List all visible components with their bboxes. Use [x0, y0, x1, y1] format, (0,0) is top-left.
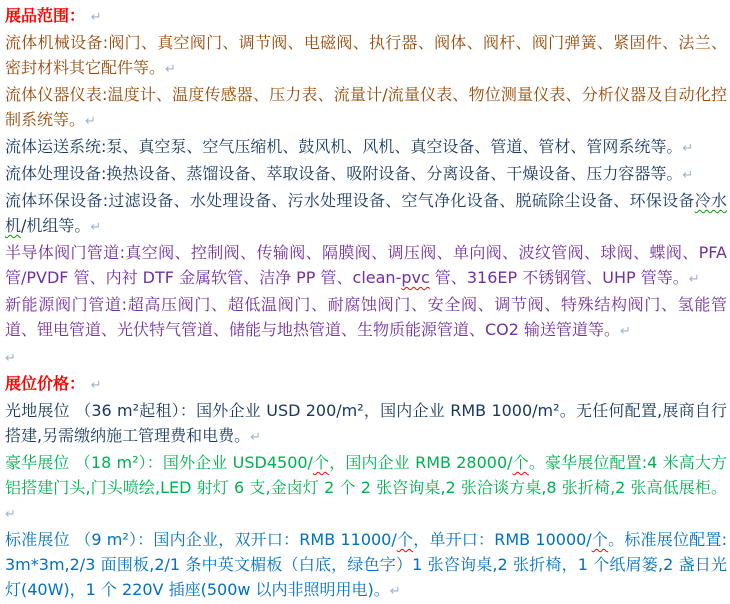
paragraph-fluid-machinery	[5, 30, 727, 82]
text-run: ，国内企业 RMB 28000/	[329, 453, 513, 472]
paragraph-deluxe-booth	[5, 450, 727, 527]
text-run: 新能源阀门管道:超高压阀门、超低温阀门、耐腐蚀阀门、安全阀、调节阀、特殊结构阀门、氢能管道、锂电管道、光伏特气管道、储能与地热管道、生物质能源管道、CO2 输送管道等。	[5, 295, 727, 339]
paragraph-mark-icon: ↵	[620, 324, 631, 339]
paragraph-mark-icon: ↵	[5, 507, 16, 522]
heading-text: 展位价格：	[5, 374, 86, 393]
text-run: 流体处理设备:换热设备、蒸馏设备、萃取设备、吸附设备、分离设备、干燥设备、压力容器等。	[5, 164, 683, 183]
text-run: 管、316EP 不锈钢管、UHP 管等。	[429, 268, 689, 287]
paragraph-mark-icon: ↵	[5, 351, 16, 366]
paragraph-mark-icon: ↵	[165, 62, 176, 77]
paragraph-mark-icon: ↵	[688, 272, 700, 287]
empty-paragraph	[5, 344, 727, 371]
paragraph-semiconductor-valves	[5, 240, 727, 292]
paragraph-mark-icon: ↵	[90, 378, 102, 393]
paragraph-mark-icon: ↵	[85, 114, 96, 129]
text-run: /机组等。	[21, 216, 91, 235]
text-run: ，单开口：RMB 10000/	[413, 530, 592, 549]
paragraph-standard-booth	[5, 527, 727, 604]
paragraph-fluid-transport	[5, 134, 727, 161]
paragraph-mark-icon: ↵	[389, 584, 401, 599]
heading-text: 展品范围：	[5, 6, 86, 25]
spellcheck-flagged-text: 个	[512, 453, 529, 472]
spellcheck-flagged-text: 个	[312, 453, 330, 472]
text-run: 豪华展位 （18 m²）：国外企业 USD4500/	[5, 453, 313, 472]
text-run: 。标准展位配置:3m*3m,2/3 面围板,2/1 条中英文楣板（白底，绿色字）1 张咨询桌,2 张折椅，1 个纸屑篓,2 盏日光灯(40W)，1 个 220V 插座(500w 以内非照明用电)。	[5, 530, 727, 599]
text-run: 流体仪器仪表:温度计、温度传感器、压力表、流量计/流量仪表、物位测量仪表、分析仪器及自动化控制系统等。	[5, 85, 727, 129]
text-run: 半导体阀门管道:真空阀、控制阀、传输阀、隔膜阀、调压阀、单向阀、波纹管阀、球阀、蝶阀、PFA管/PVDF 管、内衬 DTF 金属软管、洁净 PP 管、clean-	[5, 243, 727, 287]
spellcheck-flagged-text: 个	[396, 530, 414, 549]
text-run: 流体环保设备:过滤设备、水处理设备、污水处理设备、空气净化设备、脱硫除尘设备、环保设备	[5, 191, 695, 210]
paragraph-new-energy-valves	[5, 292, 727, 344]
spellcheck-flagged-text: 个	[591, 530, 609, 549]
text-run: 流体机械设备:阀门、真空阀门、调节阀、电磁阀、执行器、阀体、阀杆、阀门弹簧、紧固件、法兰、密封材料其它配件等。	[5, 33, 727, 77]
text-run: 流体运送系统:泵、真空泵、空气压缩机、鼓风机、风机、真空设备、管道、管材、管网系统等。	[5, 137, 683, 156]
paragraph-fluid-environmental	[5, 188, 727, 240]
text-run: 。豪华展位配置:4 米高大方铝搭建门头,门头喷绘,LED 射灯 6 支,金卤灯 2 个 2 张咨询桌,2 张洽谈方桌,8 张折椅,2 张高低展柜。	[5, 453, 727, 497]
spellcheck-flagged-text: pvc	[401, 268, 430, 287]
paragraph-fluid-processing	[5, 161, 727, 188]
text-run: 光地展位 （36 m²起租）：国外企业 USD 200/m²，国内企业 RMB 1000/m²。无任何配置,展商自行搭建,另需缴纳施工管理费和电费。	[5, 401, 727, 445]
section-heading-booth-prices	[5, 371, 727, 398]
paragraph-mark-icon: ↵	[682, 141, 694, 156]
section-heading-exhibit-scope	[5, 3, 727, 30]
text-run: 标准展位 （9 m²）：国内企业，双开口：RMB 11000/	[5, 530, 397, 549]
paragraph-mark-icon: ↵	[90, 220, 102, 235]
paragraph-mark-icon: ↵	[682, 168, 694, 183]
spellcheck-flagged-text: 冷水机	[5, 191, 727, 235]
paragraph-raw-space-booth	[5, 398, 727, 450]
paragraph-mark-icon: ↵	[90, 10, 102, 25]
paragraph-mark-icon: ↵	[250, 430, 261, 445]
paragraph-fluid-instruments	[5, 82, 727, 134]
